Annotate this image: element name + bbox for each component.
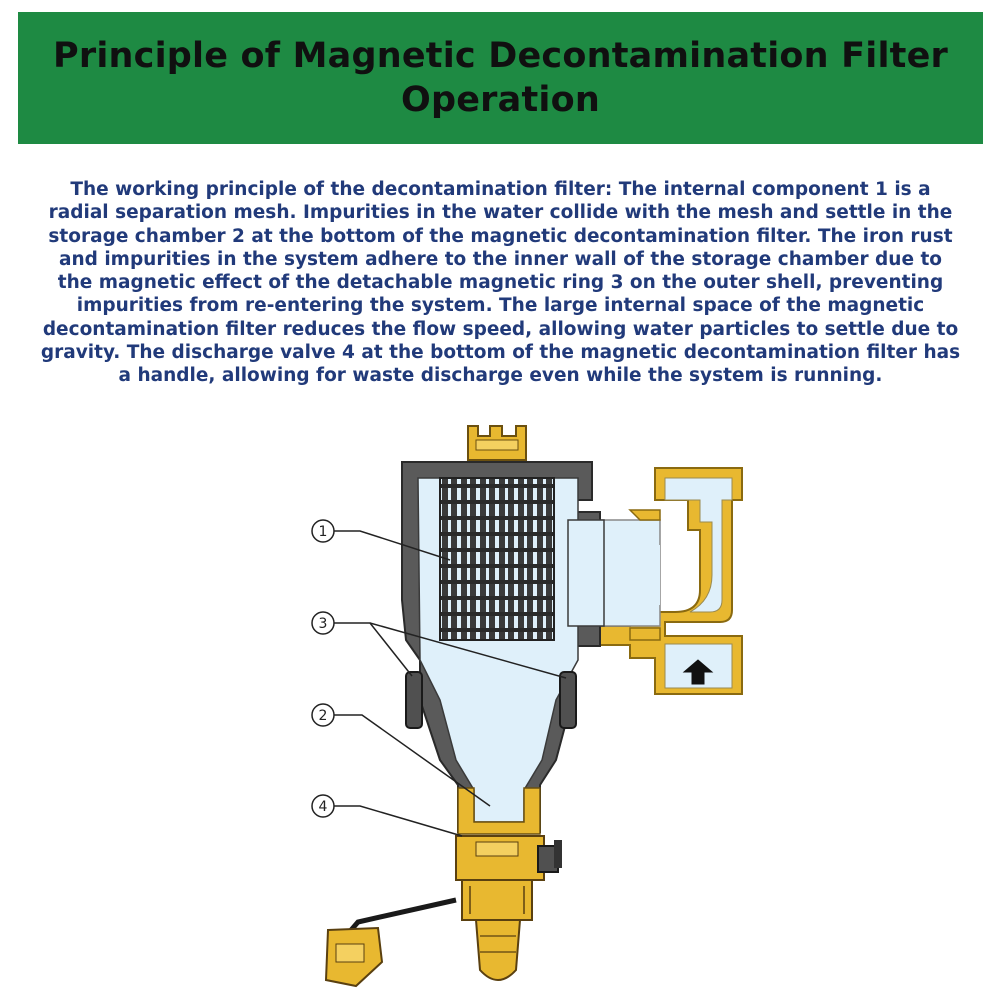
magnetic-ring-right <box>560 672 576 728</box>
callout-label-4: 4 <box>318 799 328 815</box>
title-banner <box>18 12 983 144</box>
filter-diagram <box>0 400 1001 1001</box>
callout-label-3: 3 <box>318 616 328 632</box>
callout-label-2: 2 <box>318 708 328 724</box>
description-text: The working principle of the decontamination filter: The internal component 1 is a radial separation mesh. Impurities in the water collide with the mesh and settle in the storage chamber 2 at the bottom of the magnetic decontamination filter. The iron rust and impurities in the system adhere to the inner wall of the storage chamber due to the magnetic effect of the detachable magnetic ring 3 on the outer shell, preventing impurities from re-entering the system. The large internal space of the magnetic decontamination filter reduces the flow speed, allowing water particles to settle due to gravity. The discharge valve 4 at the bottom of the magnetic decontamination filter has a handle, allowing for waste discharge even while the system is running. <box>40 179 961 387</box>
discharge-valve <box>326 836 562 986</box>
magnetic-ring-left <box>406 672 422 728</box>
top-plug <box>468 426 526 460</box>
filter-shell <box>402 462 604 834</box>
page-title: Principle of Magnetic Decontamination Filter Operation <box>53 36 948 120</box>
callout-label-1: 1 <box>318 524 328 540</box>
